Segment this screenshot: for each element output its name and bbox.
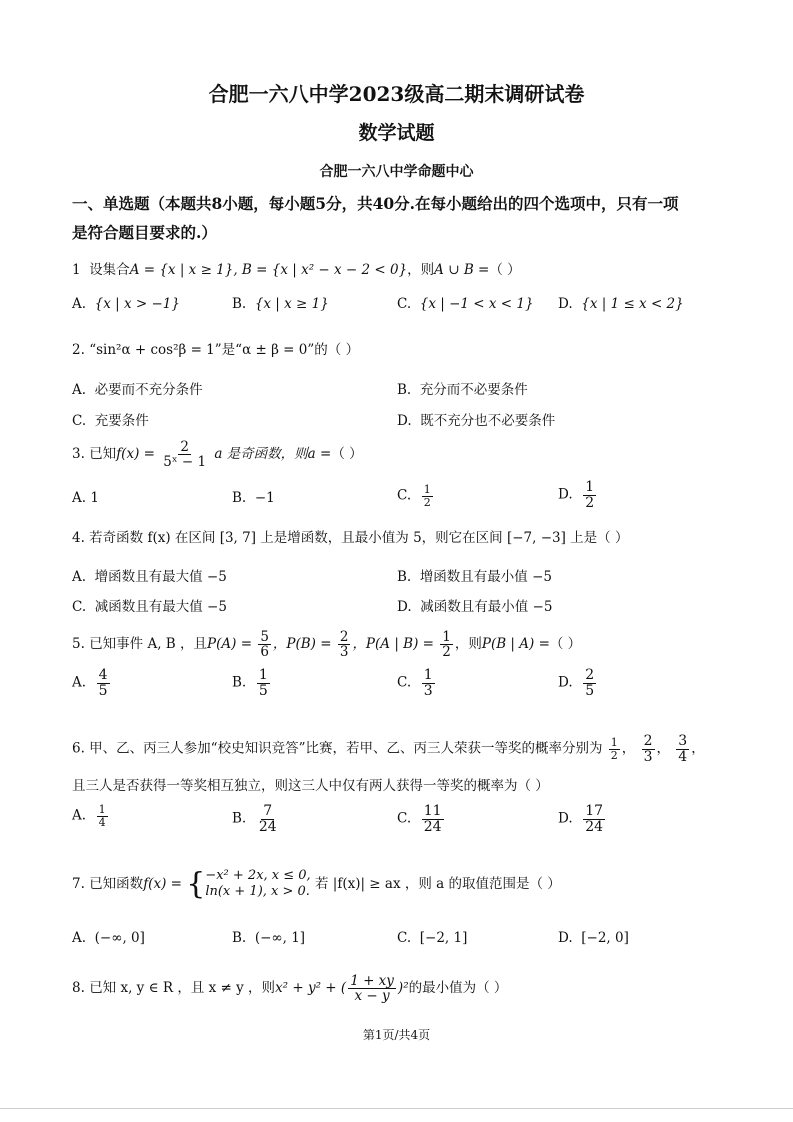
question-4: 4. 若奇函数 f(x) 在区间 [3, 7] 上是增函数，且最小值为 5，则它在区间 [−7, −3] 上是（ ） <box>72 530 629 546</box>
q2-option-d: D. 既不充分也不必要条件 <box>397 413 556 429</box>
q6-option-c: C. $\frac{11}{24}$ <box>397 803 442 835</box>
q6-option-b: B. $\frac{7}{24}$ <box>232 803 277 835</box>
q2-option-c: C. 充要条件 <box>72 413 149 429</box>
q5-option-b: B. $\frac{1}{5}$ <box>232 667 268 699</box>
q4-option-a: A. 增函数且有最大值 −5 <box>72 569 227 585</box>
q5-option-a: A. $\frac{4}{5}$ <box>72 667 108 699</box>
q1-option-b: B. {x | x ≥ 1} <box>232 296 329 312</box>
question-6-line1: 6. 甲、乙、丙三人参加“校史知识竞答”比赛，若甲、乙、丙三人荣获一等奖的概率分别为 $\frac{1}{2}$ ， $\frac{2}{3}$ ， $\frac{3}{4}$ ， <box>72 733 705 765</box>
q7-option-a: A. (−∞, 0] <box>72 930 145 946</box>
q4-option-d: D. 减函数且有最小值 −5 <box>397 599 553 615</box>
bottom-divider <box>0 1108 793 1109</box>
question-1: 1 设集合A = {x | x ≥ 1}, B = {x | x² − x − 2 < 0}，则A ∪ B =（ ） <box>72 262 521 278</box>
exam-title: 合肥一六八中学2023级高二期末调研试卷 <box>208 82 585 106</box>
question-7: 7. 已知函数f(x) = { −x² + 2x, x ≤ 0, ln(x + 1), x > 0. 若 |f(x)| ≥ ax ，则 a 的取值范围是（ ） <box>72 866 561 902</box>
section-heading-line2: 是符合题目要求的.） <box>72 223 217 242</box>
q6-option-d: D. $\frac{17}{24}$ <box>558 803 604 835</box>
question-5: 5. 已知事件 A, B ，且P(A) = $\frac{5}{6}$ ，P(B) = $\frac{2}{3}$ ，P(A | B) = $\frac{1}{2}$ ，则P(B | A) =（ ） <box>72 629 582 661</box>
q3-option-b: B. −1 <box>232 490 275 506</box>
q1-option-c: C. {x | −1 < x < 1} <box>397 296 534 312</box>
q7-option-b: B. (−∞, 1] <box>232 930 306 946</box>
q7-option-c: C. [−2, 1] <box>397 930 468 946</box>
question-2: 2. “sin²α + cos²β = 1”是“α ± β = 0”的（ ） <box>72 342 360 358</box>
question-6-line2: 且三人是否获得一等奖相互独立，则这三人中仅有两人获得一等奖的概率为（ ） <box>72 778 549 794</box>
page-number: 第1页/共4页 <box>362 1028 431 1042</box>
piecewise-brace: { <box>186 866 206 902</box>
q2-option-b: B. 充分而不必要条件 <box>397 382 528 398</box>
section-heading-line1: 一、单选题（本题共8小题，每小题5分，共40分.在每小题给出的四个选项中，只有一项 <box>72 194 679 213</box>
q2-option-a: A. 必要而不充分条件 <box>72 382 203 398</box>
q3-option-c: C. $\frac{1}{2}$ <box>397 483 431 509</box>
q6-option-a: A. $\frac{1}{4}$ <box>72 803 106 829</box>
question-3: 3. 已知f(x) = $\frac{2}{\text{5ˣ − 1}}$ a 是奇函数，则a =（ ） <box>72 439 363 471</box>
q5-option-c: C. $\frac{1}{3}$ <box>397 667 433 699</box>
q1-option-a: A. {x | x > −1} <box>72 296 180 312</box>
q7-option-d: D. [−2, 0] <box>558 930 629 946</box>
q1-option-d: D. {x | 1 ≤ x < 2} <box>558 296 684 312</box>
author-line: 合肥一六八中学命题中心 <box>319 164 474 180</box>
piecewise-cases: −x² + 2x, x ≤ 0, ln(x + 1), x > 0. <box>205 868 311 900</box>
q3-option-a: A. 1 <box>72 490 99 506</box>
q4-option-c: C. 减函数且有最大值 −5 <box>72 599 227 615</box>
subject-title: 数学试题 <box>358 122 435 144</box>
q5-option-d: D. $\frac{2}{5}$ <box>558 667 595 699</box>
question-8: 8. 已知 x, y ∈ R ，且 x ≠ y ，则x² + y² + ( $\frac{1 + xy}{x - y}$ )²的最小值为（ ） <box>72 973 508 1005</box>
q1-sets: A = {x | x ≥ 1}, B = {x | x² − x − 2 < 0} <box>129 262 408 278</box>
q3-option-d: D. $\frac{1}{2}$ <box>558 479 595 511</box>
q4-option-b: B. 增函数且有最小值 −5 <box>397 569 553 585</box>
